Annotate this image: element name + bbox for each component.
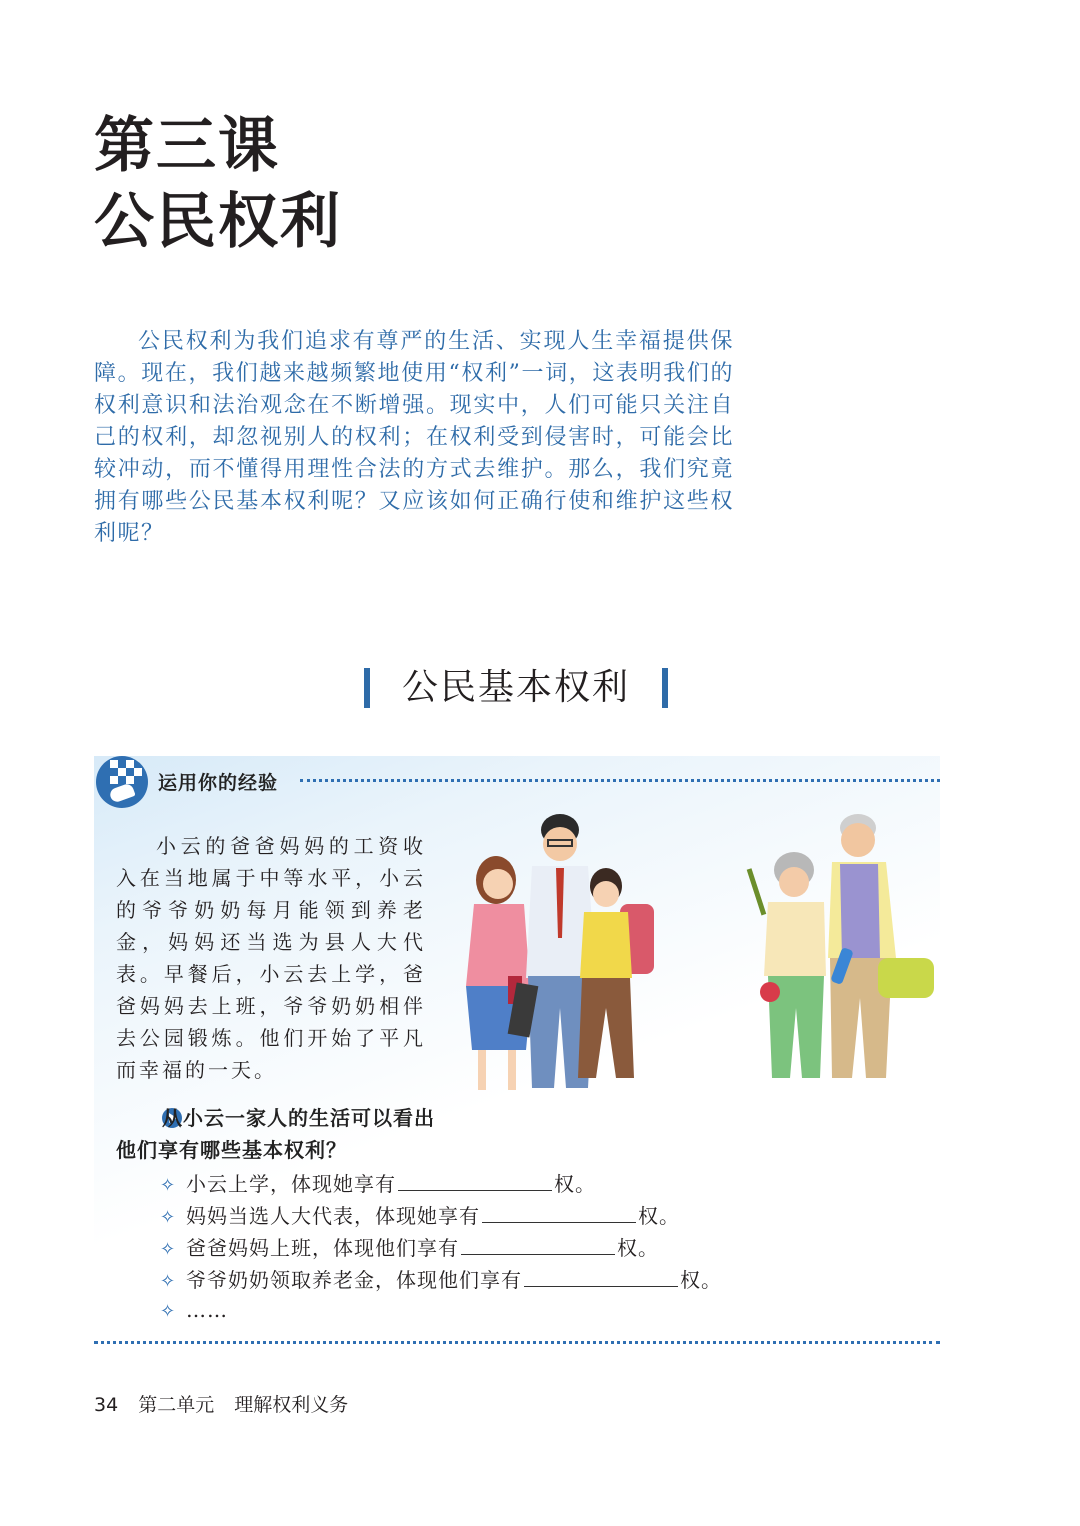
grandma-face	[779, 867, 809, 897]
answer-prefix: 爷爷奶奶领取养老金，体现他们享有	[186, 1268, 522, 1292]
icon-pixel	[118, 768, 126, 776]
bottom-dotted-divider	[94, 1341, 940, 1344]
grandpa-face	[841, 823, 875, 857]
answer-item	[160, 1230, 800, 1262]
icon-pixel	[126, 776, 134, 784]
child-face	[593, 881, 619, 907]
section-heading	[0, 660, 1080, 716]
heading-bar-right	[662, 668, 668, 708]
lesson-title	[94, 108, 342, 260]
answer-suffix: 权。	[638, 1204, 680, 1228]
answer-suffix: 权。	[680, 1268, 722, 1292]
page-footer	[94, 1390, 362, 1417]
answer-prefix: 妈妈当选人大代表，体现她享有	[186, 1204, 480, 1228]
small-bag	[760, 982, 780, 1002]
mother-blouse	[466, 904, 530, 986]
child-jacket	[580, 912, 632, 978]
answer-blank[interactable]	[482, 1198, 636, 1223]
answer-prefix: 爸爸妈妈上班，体现他们享有	[186, 1236, 459, 1260]
answer-prefix: 小云上学，体现她享有	[186, 1172, 396, 1196]
unit-title: 理解权利义务	[234, 1394, 349, 1416]
answer-list	[160, 1166, 800, 1326]
hand-shape	[108, 782, 135, 803]
answer-ellipsis: ……	[186, 1298, 228, 1322]
experience-icon	[96, 756, 148, 808]
icon-pixel	[110, 776, 118, 784]
travel-bag	[878, 958, 934, 998]
answer-item	[160, 1294, 800, 1326]
answer-item	[160, 1262, 800, 1294]
icon-pixel	[110, 760, 118, 768]
diamond-bullet-icon: ✧	[160, 1301, 177, 1322]
answer-blank[interactable]	[461, 1230, 615, 1255]
answer-blank[interactable]	[398, 1166, 552, 1191]
answer-suffix: 权。	[554, 1172, 596, 1196]
answer-item	[160, 1166, 800, 1198]
grandparents-illustration	[746, 808, 942, 1098]
diamond-bullet-icon: ✧	[160, 1207, 177, 1228]
mother-leg	[478, 1050, 486, 1090]
activity-label: 运用你的经验	[158, 772, 279, 794]
icon-pixel	[134, 768, 142, 776]
grandma-top	[764, 902, 826, 976]
family-walking-illustration	[456, 808, 686, 1098]
diamond-bullet-icon: ✧	[160, 1271, 177, 1292]
grandpa-vest	[840, 864, 880, 958]
diamond-bullet-icon: ✧	[160, 1175, 177, 1196]
answer-blank[interactable]	[524, 1262, 678, 1287]
mother-leg	[508, 1050, 516, 1090]
answer-item	[160, 1198, 800, 1230]
answer-suffix: 权。	[617, 1236, 659, 1260]
fan-stick	[747, 868, 767, 915]
unit-name: 第二单元	[138, 1394, 215, 1416]
icon-pixel	[126, 760, 134, 768]
intro-paragraph: 公民权利为我们追求有尊严的生活、实现人生幸福提供保障。现在，我们越来越频繁地使用“权利”一词，这表明我们的权利意识和法治观念在不断增强。现实中，人们可能只关注自己的权利，却忽视别人的权利；在权利受到侵害时，可能会比较冲动，而不懂得用理性合法的方式去维护。那么，我们究竟拥有哪些公民基本权利呢？又应该如何正确行使和维护这些权利呢？	[94, 329, 734, 546]
top-dotted-divider	[300, 779, 940, 782]
question-text: 从小云一家人的生活可以看出他们享有哪些基本权利？	[116, 1106, 435, 1162]
diamond-bullet-icon: ✧	[160, 1239, 177, 1260]
page-number: 34	[94, 1394, 119, 1416]
lesson-number: 第三课	[94, 111, 280, 181]
mother-face	[483, 869, 513, 899]
child-trousers	[578, 978, 634, 1078]
story-paragraph: 小云的爸爸妈妈的工资收入在当地属于中等水平，小云的爷爷奶奶每月能领到养老金，妈妈还当选为县人大代表。早餐后，小云去上学，爸爸妈妈去上班，爷爷奶奶相伴去公园锻炼。他们开始了平凡而幸福的一天。	[116, 834, 426, 1082]
section-heading-text: 公民基本权利	[401, 667, 630, 708]
lesson-name: 公民权利	[94, 187, 342, 257]
